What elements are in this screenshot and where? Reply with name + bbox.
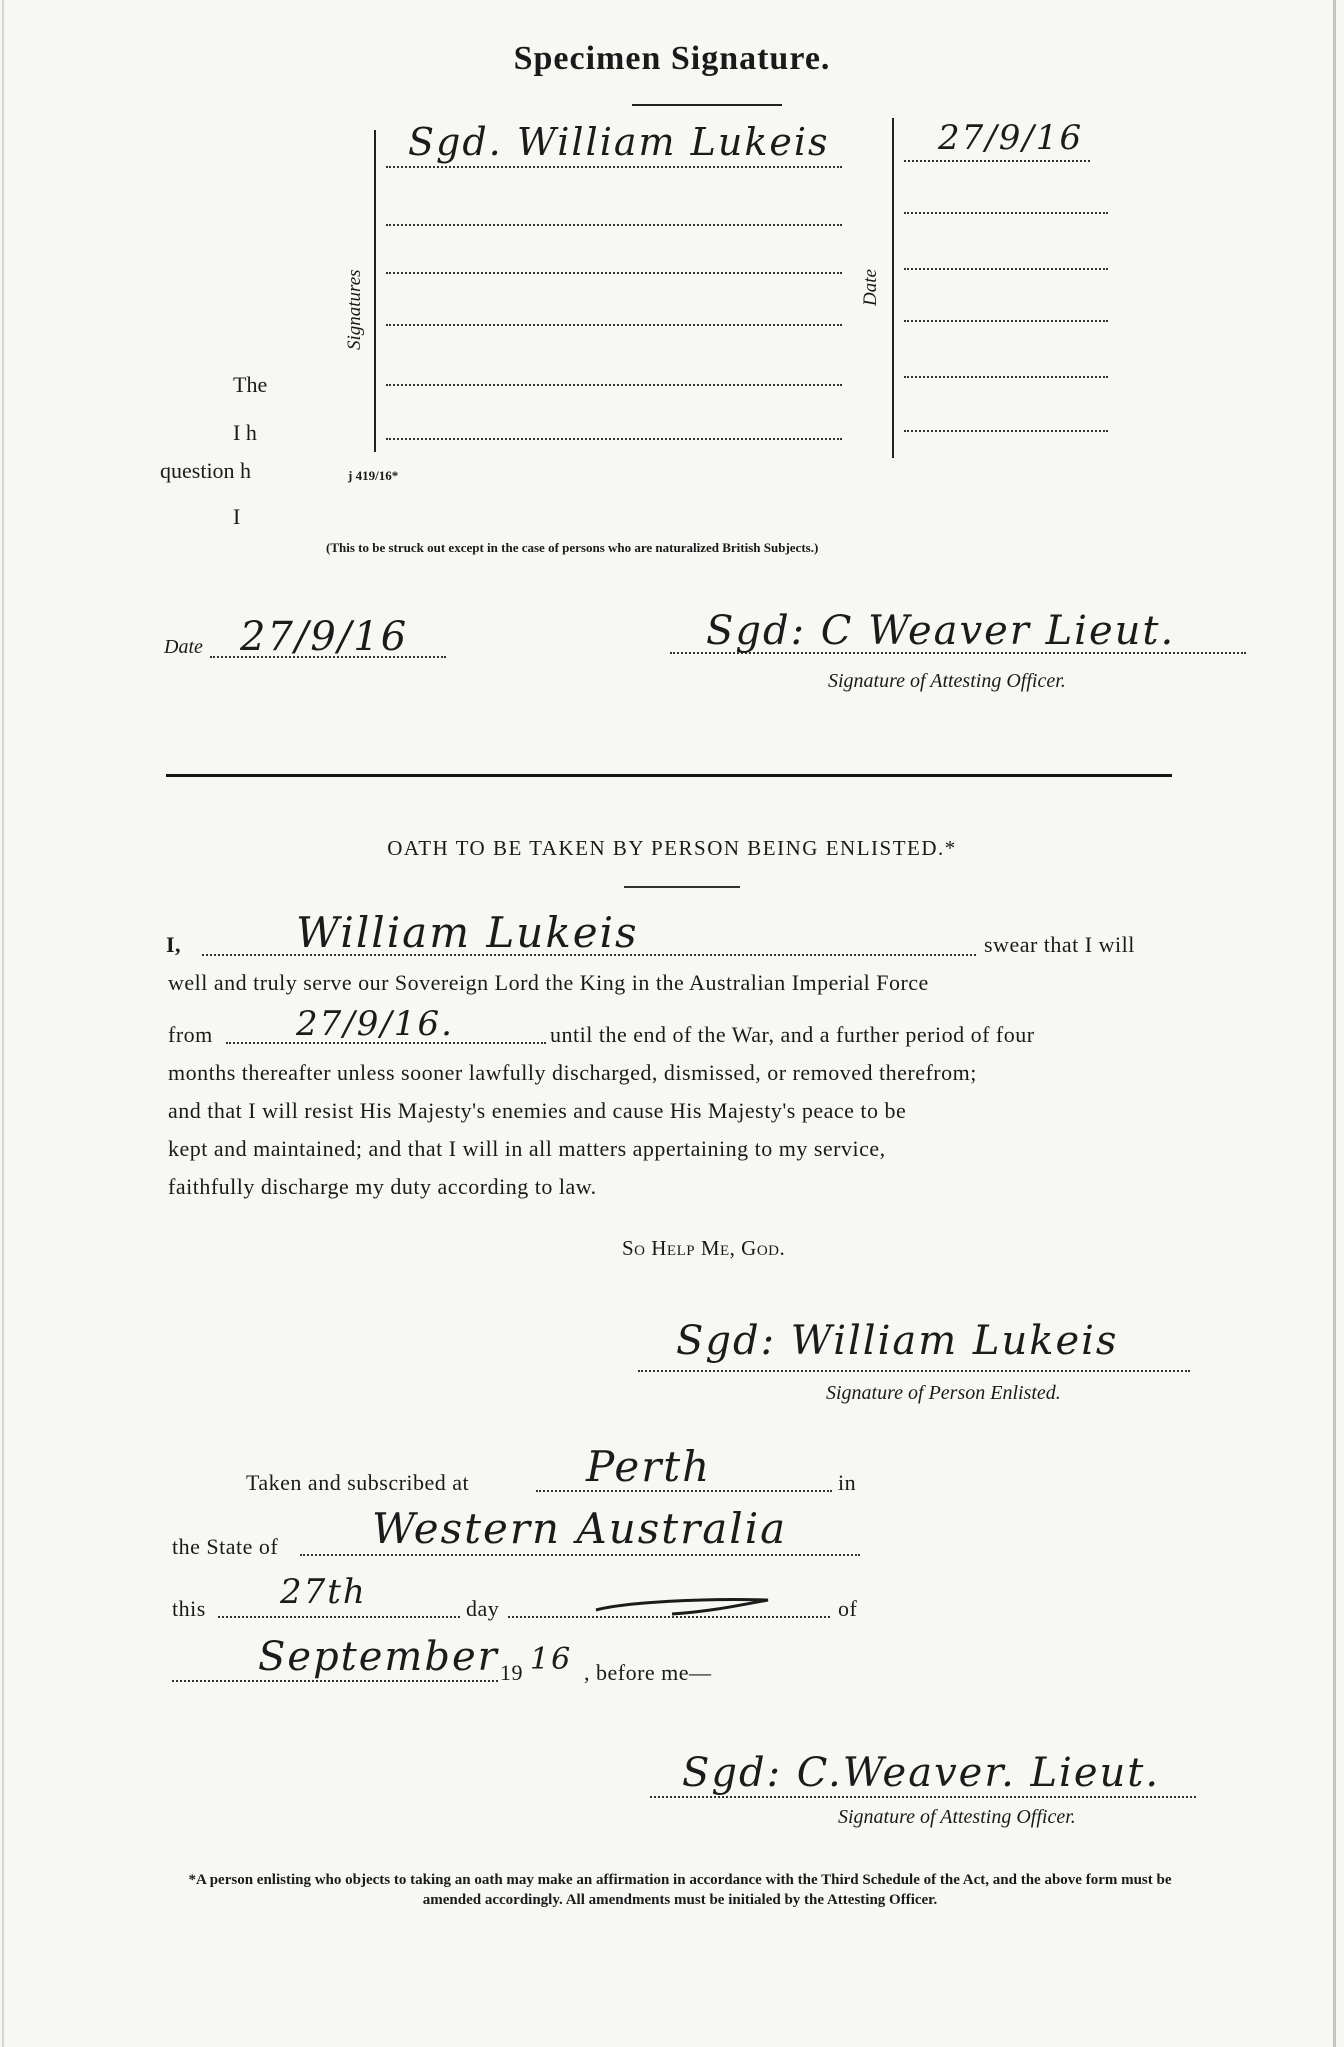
day-line <box>218 1616 460 1618</box>
oath-i-mark: I, <box>166 932 182 957</box>
oath-line1-end: swear that I will <box>984 932 1135 957</box>
date-line-1 <box>904 160 1090 162</box>
date-line-6 <box>904 430 1108 432</box>
footnote: *A person enlisting who objects to taking an oath may make an affirmation in accordance with the Third Schedule of the Act, and the above form must be amended accordingly. All amendments must be initialed by the Attesting Officer. <box>188 1872 1172 1908</box>
signature-line-6 <box>386 438 842 440</box>
oath-from-value: 27/9/16. <box>296 1004 454 1044</box>
officer2-signature: Sgd: C.Weaver. Lieut. <box>682 1750 1161 1796</box>
place-value: Perth <box>586 1442 712 1491</box>
date-line-5 <box>904 376 1108 378</box>
month-value: September <box>258 1634 499 1680</box>
date-bracket <box>892 118 904 458</box>
signatures-bracket <box>374 130 386 452</box>
title-rule <box>632 104 782 106</box>
month-line <box>172 1680 498 1682</box>
state-label: the State of <box>172 1534 279 1559</box>
partial-text-the: The <box>233 372 268 397</box>
oath-from-label: from <box>168 1022 213 1047</box>
date-line-4 <box>904 320 1108 322</box>
in-label: in <box>838 1470 857 1495</box>
of-label: of <box>838 1596 858 1621</box>
page-edge-right <box>1333 0 1336 2047</box>
partial-text-question: question h <box>160 458 252 483</box>
page-title: Specimen Signature. <box>513 40 831 77</box>
signatures-label: Signatures <box>344 269 365 350</box>
date-label: Date <box>860 269 881 306</box>
attestation-date-label: Date <box>164 636 203 658</box>
date-line-2 <box>904 212 1108 214</box>
before-label: , before me— <box>584 1660 712 1685</box>
enlisted-caption: Signature of Person Enlisted. <box>826 1382 1061 1404</box>
specimen-date-entry: 27/9/16 <box>938 118 1084 158</box>
this-label: this <box>172 1596 206 1621</box>
date-line-3 <box>904 268 1108 270</box>
form-code: j 419/16* <box>348 468 399 483</box>
oath-heading: OATH TO BE TAKEN BY PERSON BEING ENLISTED.* <box>387 836 957 860</box>
oath-line4: months thereafter unless sooner lawfully discharged, dismissed, or removed therefrom; <box>168 1060 977 1085</box>
oath-line7: faithfully discharge my duty according to law. <box>168 1174 597 1199</box>
attestation-officer-signature: Sgd: C Weaver Lieut. <box>706 608 1176 654</box>
signature-line-5 <box>386 384 842 386</box>
section-divider <box>166 774 1172 777</box>
officer2-caption: Signature of Attesting Officer. <box>838 1806 1076 1828</box>
partial-text-ih: I h <box>233 420 257 445</box>
oath-line2: well and truly serve our Sovereign Lord the King in the Australian Imperial Force <box>168 970 929 995</box>
enlisted-signature-line <box>638 1370 1190 1372</box>
state-value: Western Australia <box>372 1504 788 1553</box>
taken-label: Taken and subscribed at <box>246 1470 470 1495</box>
signature-line-4 <box>386 324 842 326</box>
signature-line-1 <box>386 166 842 168</box>
year-prefix: 19 <box>500 1660 523 1685</box>
partial-text-i: I <box>233 504 241 529</box>
oath-line5: and that I will resist His Majesty's enemies and cause His Majesty's peace to be <box>168 1098 907 1123</box>
attestation-date-value: 27/9/16 <box>240 614 409 660</box>
year-value: 16 <box>530 1642 573 1677</box>
specimen-signature-entry: Sgd. William Lukeis <box>408 120 830 164</box>
oath-line3-end: until the end of the War, and a further period of four <box>550 1022 1035 1047</box>
naturalized-note: (This to be struck out except in the case of persons who are naturalized British Subjects.) <box>326 540 819 555</box>
attestation-officer-caption: Signature of Attesting Officer. <box>828 670 1066 692</box>
day-value: 27th <box>280 1572 367 1612</box>
struck-through-mark <box>586 1584 786 1620</box>
oath-line6: kept and maintained; and that I will in all matters appertaining to my service, <box>168 1136 886 1161</box>
page-edge-left <box>2 0 4 2047</box>
oath-closing: So Help Me, God. <box>622 1236 786 1260</box>
oath-name-value: William Lukeis <box>296 908 639 957</box>
officer2-signature-line <box>650 1796 1196 1798</box>
signature-line-3 <box>386 272 842 274</box>
oath-heading-rule <box>624 886 740 888</box>
day-label: day <box>466 1596 500 1621</box>
enlisted-signature: Sgd: William Lukeis <box>676 1318 1119 1364</box>
signature-line-2 <box>386 224 842 226</box>
state-line <box>300 1554 860 1556</box>
